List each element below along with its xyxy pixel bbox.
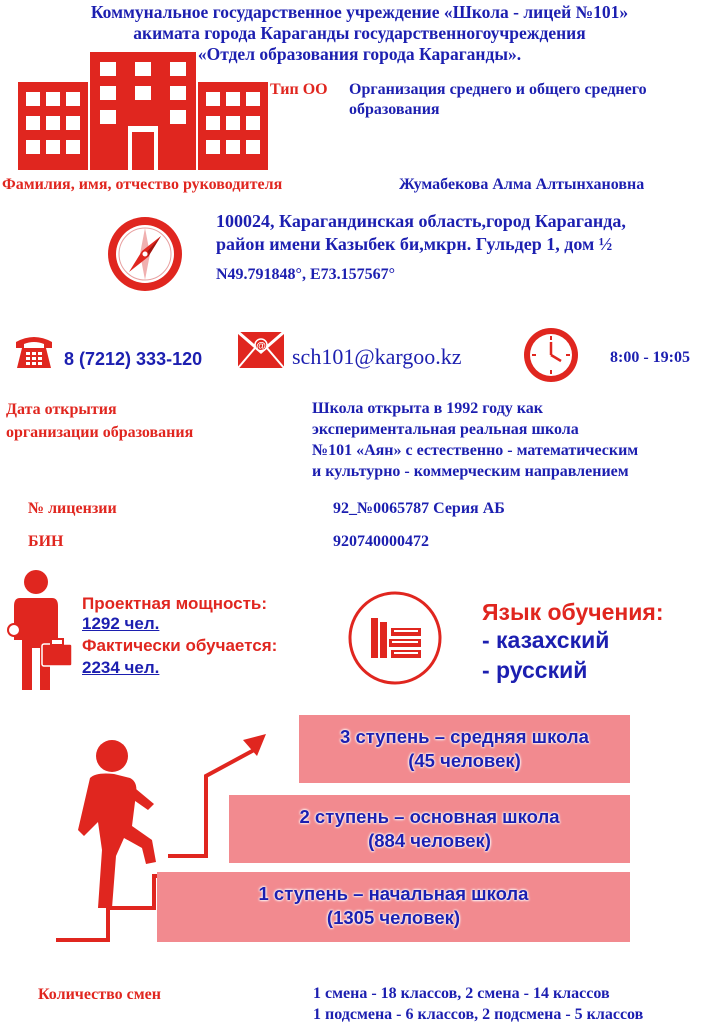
step-level-3-count: (45 человек) <box>408 750 521 771</box>
envelope-icon <box>236 330 286 370</box>
license-value: 92_№0065787 Серия АБ <box>333 500 505 517</box>
phone-number[interactable]: 8 (7212) 333-120 <box>64 349 203 369</box>
address-block <box>216 210 626 256</box>
step-level-3-title: 3 ступень – средняя школа <box>340 726 589 747</box>
header-line-2: акимата города Караганды государственногоучреждения <box>133 23 586 43</box>
header-line-3: «Отдел образования города Караганды». <box>197 44 522 64</box>
clock-icon <box>522 326 580 384</box>
type-oo-label: Тип ОО <box>270 81 328 98</box>
license-label: № лицензии <box>28 500 117 517</box>
email-address[interactable]: sch101@kargoo.kz <box>292 344 462 369</box>
opening-text-line-4: и культурно - коммерческим направлением <box>312 463 629 480</box>
language-russian: - русский <box>482 657 588 683</box>
working-hours: 8:00 - 19:05 <box>610 349 690 366</box>
actual-students-value: 2234 чел. <box>82 658 160 677</box>
language-title: Язык обучения: <box>482 599 664 625</box>
opening-label-line-2: организации образования <box>6 424 194 441</box>
design-capacity-value: 1292 чел. <box>82 614 160 633</box>
svg-text:@: @ <box>256 341 266 352</box>
director-label: Фамилия, имя, отчество руководителя <box>2 176 283 193</box>
step-level-2-count: (884 человек) <box>368 830 491 851</box>
step-level-1-count: (1305 человек) <box>326 907 461 928</box>
opening-text-line-1: Школа открыта в 1992 году как <box>312 400 543 417</box>
step-level-2 <box>229 795 630 863</box>
director-name: Жумабекова Алма Алтынхановна <box>399 176 645 193</box>
type-oo-value-line-1: Организация среднего и общего среднего <box>349 81 647 98</box>
opening-text-line-2: экспериментальная реальная школа <box>312 421 579 438</box>
opening-label-line-1: Дата открытия <box>6 401 117 418</box>
type-oo-value-line-2: образования <box>349 101 440 118</box>
compass-icon <box>105 214 185 294</box>
shifts-line-1: 1 смена - 18 классов, 2 смена - 14 классов <box>313 985 610 1002</box>
language-kazakh: - казахский <box>482 627 610 653</box>
opening-label <box>6 398 193 444</box>
school-building-icon <box>18 52 268 170</box>
shifts-line-2: 1 подсмена - 6 классов, 2 подсмена - 5 классов <box>313 1006 644 1023</box>
opening-text <box>312 398 638 482</box>
step-level-2-title: 2 ступень – основная школа <box>299 806 560 827</box>
address-line-2: район имени Казыбек би,мкрн. Гульдер 1, дом ½ <box>216 234 613 254</box>
step-level-1-title: 1 ступень – начальная школа <box>258 883 529 904</box>
coordinates: N49.791848°, E73.157567° <box>216 266 396 283</box>
opening-text-line-3: №101 «Аян» с естественно - математическим <box>312 442 639 459</box>
header-line-1: Коммунальное государственное учреждение «Школа - лицей №101» <box>90 2 629 22</box>
step-level-1 <box>157 872 630 942</box>
phone-icon <box>14 332 54 370</box>
type-oo-value <box>349 80 719 120</box>
actual-students-label: Фактически обучается: <box>82 636 278 655</box>
shifts-value <box>313 983 643 1025</box>
bin-value: 920740000472 <box>333 533 429 550</box>
shifts-label: Количество смен <box>38 986 161 1003</box>
design-capacity-label: Проектная мощность: <box>82 594 268 613</box>
address-line-1: 100024, Карагандинская область,город Караганда, <box>216 211 626 231</box>
person-briefcase-icon <box>2 568 76 692</box>
bin-label: БИН <box>28 533 64 550</box>
step-level-3 <box>299 715 630 783</box>
books-icon <box>347 590 443 686</box>
